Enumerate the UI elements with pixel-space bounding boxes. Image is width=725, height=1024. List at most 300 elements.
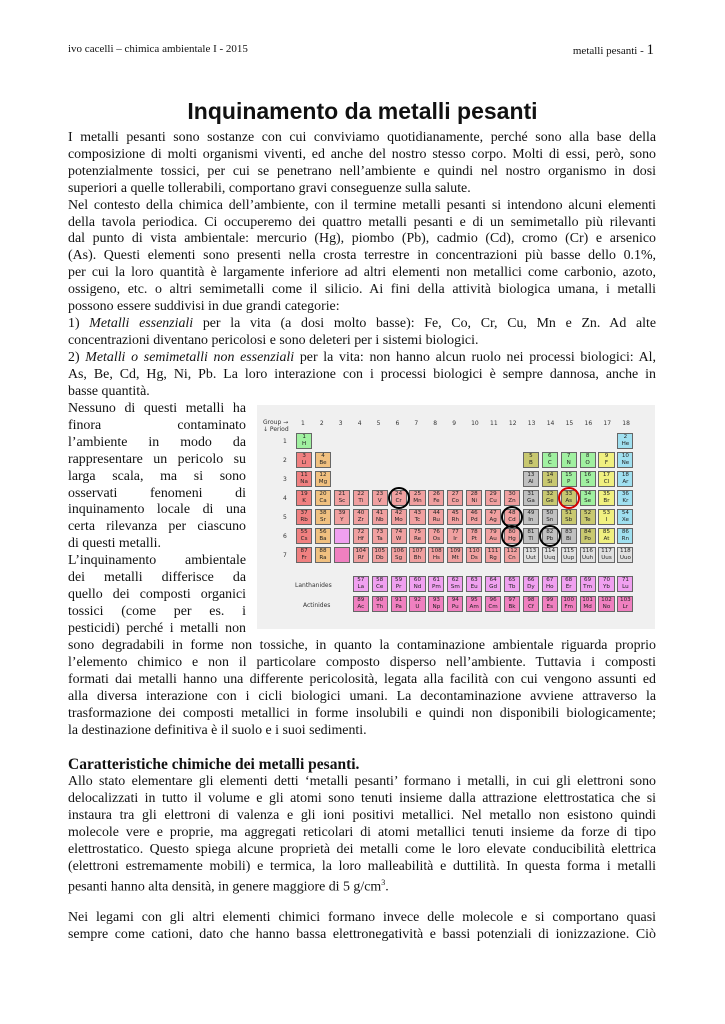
after-line: sono degradabili in forme non tossiche, in quanto la contaminazione ambientale riguarda proprio [68, 638, 656, 653]
lanthanide-cell [447, 576, 463, 592]
atomic-number: 80 [508, 529, 516, 535]
atomic-number: 83 [565, 529, 573, 535]
atomic-number: 6 [548, 453, 552, 459]
element-cell [428, 547, 444, 563]
element-cell [617, 509, 633, 525]
section-paragraph [68, 774, 656, 897]
atomic-number: 19 [300, 491, 308, 497]
element-symbol: S [585, 479, 590, 485]
atomic-number: 82 [546, 529, 554, 535]
atomic-number: 31 [527, 491, 535, 497]
actinide-cell [353, 596, 369, 612]
element-cell [542, 452, 558, 468]
page-number: 1 [646, 42, 654, 58]
final-paragraph [68, 910, 656, 944]
element-cell [542, 471, 558, 487]
wrap-line: finora contaminato [68, 417, 246, 433]
element-symbol: Os [432, 536, 441, 542]
atomic-number: 89 [357, 597, 365, 603]
group-number: 12 [508, 420, 517, 427]
lanthanide-cell [523, 576, 539, 592]
atomic-number: 10 [621, 453, 629, 459]
element-symbol: Fm [564, 604, 574, 610]
atomic-number: 48 [508, 510, 516, 516]
element-cell [523, 490, 539, 506]
element-cell [580, 452, 596, 468]
element-cell [523, 509, 539, 525]
element-symbol: Lu [622, 584, 629, 590]
element-symbol: B [528, 460, 533, 466]
element-symbol: Rf [357, 555, 364, 561]
highlight-circle [501, 525, 523, 547]
atomic-number: 52 [584, 510, 592, 516]
lanthanide-cell [391, 576, 407, 592]
element-cell [353, 509, 369, 525]
group-number: 14 [546, 420, 555, 427]
atomic-number: 104 [355, 548, 367, 554]
after-line: alla diversa interazione con i cicli biologici umani. La decontaminazione avviene attraverso la [68, 688, 656, 704]
lanthanide-cell [542, 576, 558, 592]
element-symbol: Si [547, 479, 553, 485]
atomic-number: 108 [431, 548, 442, 554]
element-symbol: Pr [395, 584, 402, 590]
highlight-circle [539, 525, 561, 547]
element-symbol: Ru [432, 517, 440, 523]
lanthanide-cell [561, 576, 577, 592]
atomic-number: 46 [470, 510, 478, 516]
element-cell [372, 528, 388, 544]
element-symbol: Ge [545, 498, 554, 504]
atomic-number: 102 [601, 597, 612, 603]
category-1-label: Metalli essenziali [89, 316, 194, 331]
atomic-number: 62 [451, 577, 459, 583]
atomic-number: 11 [300, 472, 308, 478]
element-symbol: Pb [546, 536, 554, 542]
actinide-cell [428, 596, 444, 612]
periodic-table-figure [257, 405, 655, 629]
atomic-number: 106 [393, 548, 404, 554]
element-cell [315, 509, 331, 525]
element-symbol: Am [469, 604, 479, 610]
density-text: pesanti hanno alta densità, in genere maggiore di 5 g/cm [68, 880, 382, 896]
intro-line: composizione di molti organismi viventi, ed anche del nostro stesso corpo. Molti di essi, però, sono [68, 146, 656, 162]
header-left: ivo cacelli – chimica ambientale I - 2015 [68, 43, 248, 55]
wrap-line: larga scala, ma si sono [68, 468, 246, 484]
atomic-number: 30 [508, 491, 516, 497]
element-cell [542, 547, 558, 563]
atomic-number: 71 [621, 577, 629, 583]
atomic-number: 20 [319, 491, 327, 497]
element-symbol: Dy [527, 584, 535, 590]
element-symbol: Y [340, 517, 344, 523]
element-symbol: He [621, 441, 630, 447]
intro-line: della tavola periodica. Ci occuperemo dei quattro metalli pesanti e di un semimetallo più rilevanti [68, 214, 656, 230]
atomic-number: 7 [566, 453, 571, 459]
wrap-line: inquinamento locale di una [68, 502, 246, 518]
section-line: instaura tra gli elettroni di valenza e gli ioni positivi metallici. Nel metallo non esistono quindi [68, 807, 656, 823]
element-cell [561, 528, 577, 544]
category-list [68, 316, 656, 401]
element-symbol: Po [584, 536, 591, 542]
wrap-line: tossici (come per es. i [68, 603, 246, 619]
atomic-number: 33 [565, 491, 573, 497]
atomic-number: 70 [602, 577, 611, 583]
element-cell [466, 528, 482, 544]
element-symbol: Mg [318, 479, 328, 485]
atomic-number: 21 [338, 491, 346, 497]
atomic-number: 26 [432, 491, 440, 497]
element-symbol: In [528, 517, 534, 523]
lanthanide-cell [617, 576, 633, 592]
element-symbol: Bh [413, 555, 422, 561]
element-cell [315, 490, 331, 506]
element-cell [542, 509, 558, 525]
wrap-line: l’ambiente in modo da [68, 434, 246, 450]
element-symbol: Eu [470, 584, 478, 590]
actinide-cell [409, 596, 425, 612]
actinide-cell [598, 596, 614, 612]
intro-line: potenzialmente tossici, per cui se penetrano nell’ambiente e quindi nel nostro organismo in dosi [68, 163, 656, 179]
atomic-number: 63 [470, 577, 478, 583]
intro-line: Nel contesto della chimica dell’ambiente, con il termine metalli pesanti si intendono alcuni elementi [68, 197, 656, 213]
element-cell [523, 528, 539, 544]
element-cell [296, 452, 312, 468]
atomic-number: 85 [602, 529, 611, 535]
atomic-number: 22 [357, 491, 365, 497]
period-number: 1 [283, 438, 287, 445]
element-cell [617, 547, 633, 563]
element-cell [485, 547, 501, 563]
element-symbol: Sm [450, 584, 460, 590]
group-number: 11 [490, 420, 498, 427]
element-symbol: Sn [546, 517, 554, 523]
element-symbol: Ar [622, 479, 629, 485]
group-number: 5 [376, 420, 381, 427]
atomic-number: 40 [357, 510, 365, 516]
atomic-number: 109 [449, 548, 461, 554]
element-symbol: Rh [451, 517, 459, 523]
atomic-number: 113 [525, 548, 537, 554]
atomic-number: 107 [412, 548, 423, 554]
atomic-number: 27 [451, 491, 459, 497]
wrap-line: di questi metalli. [68, 536, 161, 552]
atomic-number: 54 [621, 510, 629, 516]
section-line: (elettroni estremamente mobili) e termica, la loro malleabilità e duttilità. In questa forma i metalli [68, 858, 656, 874]
atomic-number: 95 [470, 597, 478, 603]
element-symbol: Co [451, 498, 459, 504]
atomic-number: 97 [508, 597, 516, 603]
element-cell [580, 547, 596, 563]
element-cell [580, 509, 596, 525]
element-cell [372, 547, 388, 563]
element-cell [353, 528, 369, 544]
actinide-cell [372, 596, 388, 612]
element-cell [561, 509, 577, 525]
intro-line: (As). Questi elementi sono presenti nella crosta terrestre in concentrazioni più basse dello 0.1%, [68, 248, 656, 264]
element-symbol: Es [546, 604, 553, 610]
atomic-number: 57 [357, 577, 365, 583]
wrap-line: L’inquinamento ambientale [68, 553, 246, 569]
element-cell [485, 490, 501, 506]
highlight-circle [388, 487, 410, 509]
density-end: . [385, 880, 389, 896]
category-2-line-3: basse quantità. [68, 383, 150, 399]
element-symbol: Ni [471, 498, 478, 504]
atomic-number: 101 [582, 597, 593, 603]
element-cell [598, 471, 614, 487]
category-1-text: per la vita (a dosi molto basse): Fe, Co, Cr, Cu, Mn e Zn. Ad alte [193, 316, 657, 331]
category-1-line-2: concentrazioni diventano pericolosi e sono deleteri per i sistemi biologici. [68, 332, 479, 348]
atomic-number: 100 [563, 597, 575, 603]
atomic-number: 38 [319, 510, 327, 516]
after-line: formati dai metalli hanno una differente pericolosità, legata alla facilità con cui vengono assunti ed [68, 671, 656, 687]
element-symbol: Th [376, 604, 384, 610]
element-symbol: Ca [319, 498, 327, 504]
section-line: molecole vere e proprie, ma aggregati reticolari di atomi metallici tenuti insieme da forze di tipo [68, 824, 656, 840]
element-cell [466, 547, 482, 563]
element-cell [466, 490, 482, 506]
element-symbol: Er [565, 584, 572, 590]
lanthanide-cell [485, 576, 501, 592]
group-number: 16 [584, 420, 593, 427]
period-number: 3 [283, 476, 287, 483]
atomic-number: 115 [563, 548, 575, 554]
element-cell [296, 471, 312, 487]
element-cell [523, 452, 539, 468]
atomic-number: 73 [376, 529, 384, 535]
element-cell [296, 433, 312, 449]
atomic-number: 94 [451, 597, 459, 603]
actinide-cell [561, 596, 577, 612]
element-cell [409, 490, 425, 506]
lanthanide-cell [504, 576, 520, 592]
element-symbol: At [603, 536, 610, 542]
element-symbol: Hs [432, 555, 440, 561]
lanthanide-cell [409, 576, 425, 592]
element-symbol: Cr [395, 498, 402, 504]
element-symbol: Hf [357, 536, 364, 542]
element-cell [617, 490, 633, 506]
group-number: 2 [319, 420, 324, 427]
element-symbol: Md [583, 604, 592, 610]
wrap-line: osservati fenomeni di [68, 485, 246, 501]
category-2-number: 2) [68, 349, 86, 365]
element-cell [353, 490, 369, 506]
atomic-number: 92 [413, 597, 422, 603]
atomic-number: 72 [357, 529, 365, 535]
element-symbol: Ho [545, 584, 554, 590]
atomic-number: 79 [489, 529, 497, 535]
period-label: ↓ Period [263, 426, 289, 433]
group-number: 15 [565, 420, 574, 427]
element-cell [296, 528, 312, 544]
element-symbol: Rb [300, 517, 308, 523]
element-cell [598, 547, 614, 563]
atomic-number: 93 [432, 597, 440, 603]
atomic-number: 84 [584, 529, 592, 535]
element-symbol: Uus [601, 555, 612, 561]
element-symbol: Ag [489, 517, 497, 523]
element-symbol: No [602, 604, 611, 610]
atomic-number: 17 [602, 472, 611, 478]
atomic-number: 39 [338, 510, 346, 516]
atomic-number: 111 [487, 548, 499, 554]
element-cell [542, 490, 558, 506]
atomic-number: 8 [585, 453, 590, 459]
element-symbol: W [395, 536, 402, 542]
element-symbol: Cd [508, 517, 516, 523]
atomic-number: 1 [302, 434, 306, 440]
element-cell [598, 452, 614, 468]
actinide-cell [504, 596, 520, 612]
atomic-number: 59 [395, 577, 403, 583]
intro-line: per cui la loro quantità è largamente inferiore ad altri elementi non metallici come carbonio, azoto, [68, 265, 656, 281]
atomic-number: 32 [546, 491, 554, 497]
period-number: 4 [283, 495, 287, 502]
element-symbol: Mn [413, 498, 422, 504]
atomic-number: 77 [451, 529, 459, 535]
group-number: 3 [338, 420, 343, 427]
element-symbol: Cs [300, 536, 308, 542]
atomic-number: 66 [527, 577, 535, 583]
element-cell [523, 547, 539, 563]
atomic-number: 23 [376, 491, 384, 497]
group-number: 1 [301, 420, 305, 427]
density-superscript: 3 [381, 878, 386, 888]
element-symbol: Uuh [582, 555, 594, 561]
atomic-number: 28 [470, 491, 478, 497]
element-symbol: Be [319, 460, 327, 466]
element-symbol: Al [528, 479, 534, 485]
element-symbol: I [605, 517, 608, 523]
group-number: 4 [357, 420, 362, 427]
element-cell [428, 509, 444, 525]
element-symbol: Zn [508, 498, 516, 504]
element-cell [580, 471, 596, 487]
element-cell [561, 452, 577, 468]
element-symbol: Xe [621, 517, 629, 523]
element-cell [334, 509, 350, 525]
element-cell [485, 528, 501, 544]
element-symbol: Nd [413, 584, 422, 590]
element-symbol: O [585, 460, 590, 466]
atomic-number: 4 [321, 453, 325, 459]
actinide-placeholder [334, 547, 350, 563]
element-symbol: Db [375, 555, 384, 561]
element-symbol: Bi [565, 536, 572, 542]
element-cell [391, 547, 407, 563]
element-cell [447, 490, 463, 506]
actinide-cell [617, 596, 633, 612]
wrap-line: Nessuno di questi metalli ha [68, 401, 246, 416]
wrap-line: certa rilevanza per ciascuno [68, 519, 246, 535]
lanthanide-cell [466, 576, 482, 592]
element-symbol: C [547, 460, 552, 466]
element-symbol: Gd [489, 584, 498, 590]
element-symbol: Np [432, 604, 441, 610]
wrap-line: rappresentare un pericolo su [68, 451, 246, 467]
actinide-cell [391, 596, 407, 612]
period-number: 5 [283, 514, 287, 521]
atomic-number: 42 [395, 510, 403, 516]
after-paragraph [68, 638, 656, 739]
element-symbol: Sc [338, 498, 346, 504]
group-number: 7 [414, 420, 419, 427]
category-2-label: Metalli o semimetalli non essenziali [85, 349, 295, 365]
element-symbol: Cn [508, 555, 516, 561]
intro-line: possono essere suddivisi in due grandi categorie: [68, 299, 340, 315]
element-cell [617, 452, 633, 468]
atomic-number: 49 [527, 510, 535, 516]
atomic-number: 36 [621, 491, 629, 497]
period-number: 7 [283, 552, 287, 559]
atomic-number: 67 [546, 577, 554, 583]
intro-line: dal punto di vista ambientale: mercurio (Hg), piombo (Pb), cadmio (Cd), cromo (Cr) e arsenico [68, 231, 656, 247]
period-number: 6 [283, 533, 287, 540]
atomic-number: 116 [582, 548, 593, 554]
element-cell [372, 509, 388, 525]
element-symbol: Pd [470, 517, 478, 523]
atomic-number: 3 [302, 453, 306, 459]
period-number: 2 [283, 457, 287, 464]
element-symbol: N [566, 460, 571, 466]
element-symbol: Mt [451, 555, 459, 561]
element-cell [523, 471, 539, 487]
atomic-number: 96 [489, 597, 497, 603]
actinide-cell [542, 596, 558, 612]
element-symbol: Kr [622, 498, 629, 504]
atomic-number: 51 [565, 510, 573, 516]
group-number: 10 [471, 420, 479, 427]
element-symbol: La [357, 584, 365, 590]
atomic-number: 65 [508, 577, 516, 583]
atomic-number: 90 [376, 597, 384, 603]
element-symbol: Br [603, 498, 610, 504]
element-symbol: Sb [565, 517, 573, 523]
wrap-line: pesticidi) perché i metalli non [68, 620, 246, 636]
group-number: 13 [527, 420, 536, 427]
atomic-number: 61 [432, 577, 440, 583]
atomic-number: 69 [584, 577, 592, 583]
element-symbol: Fe [433, 498, 440, 504]
atomic-number: 13 [527, 472, 535, 478]
element-symbol: Tb [508, 584, 516, 590]
final-line: sempre come cationi, dato che hanno bassa elettronegatività e bassi potenziali di ionizzazione. Ciò [68, 926, 656, 942]
group-number: 18 [622, 420, 630, 427]
atomic-number: 43 [413, 510, 422, 516]
element-symbol: Pm [431, 584, 441, 590]
group-label: Group → [263, 419, 289, 426]
atomic-number: 29 [489, 491, 497, 497]
element-symbol: Sg [395, 555, 403, 561]
element-cell [315, 528, 331, 544]
element-symbol: Ir [453, 536, 458, 542]
atomic-number: 99 [546, 597, 554, 603]
page-title: Inquinamento da metalli pesanti [187, 98, 538, 124]
element-cell [315, 547, 331, 563]
atomic-number: 76 [432, 529, 440, 535]
atomic-number: 118 [620, 548, 631, 554]
group-number: 17 [603, 420, 612, 427]
actinide-cell [580, 596, 596, 612]
atomic-number: 74 [395, 529, 403, 535]
element-symbol: Ta [376, 536, 383, 542]
lanthanide-cell [372, 576, 388, 592]
atomic-number: 16 [584, 472, 592, 478]
wrap-line: dei metalli differisce da [68, 570, 246, 586]
element-symbol: Ra [319, 555, 327, 561]
element-cell [617, 471, 633, 487]
